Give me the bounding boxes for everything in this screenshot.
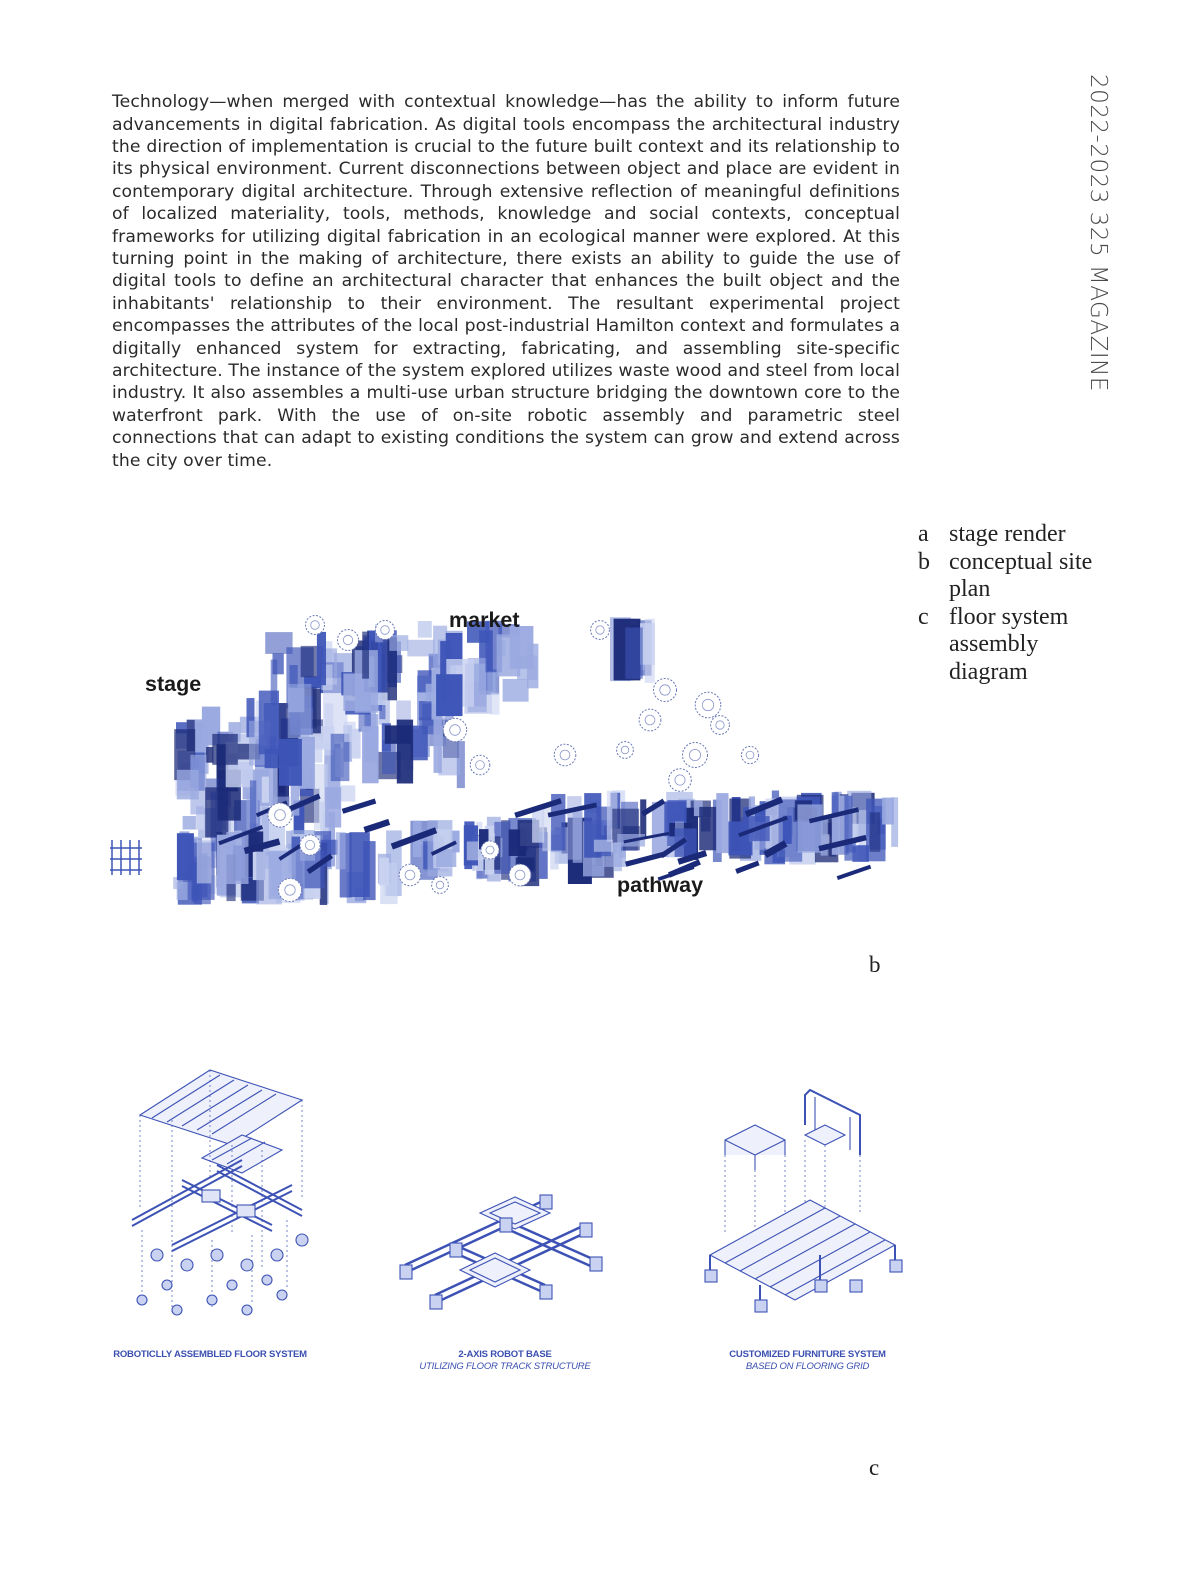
- conceptual-site-plan-image: [110, 590, 905, 950]
- diagram-title: ROBOTICLLY ASSEMBLED FLOOR SYSTEM: [113, 1349, 307, 1360]
- plan-graphic: [177, 770, 199, 800]
- diagram-caption-robot-base: [395, 1349, 615, 1373]
- plan-graphic: [741, 746, 758, 763]
- caption-c: [918, 604, 1118, 687]
- plan-graphic: [177, 833, 194, 880]
- plan-graphic: [573, 811, 583, 863]
- plan-graphic: [399, 864, 421, 886]
- plan-graphic: [317, 632, 326, 685]
- plan-graphic: [711, 716, 730, 735]
- plan-graphic: [669, 769, 692, 792]
- plan-graphic: [300, 835, 320, 855]
- plan-graphic: [206, 747, 214, 763]
- plan-graphic: [639, 709, 661, 731]
- plan-graphic: [379, 858, 389, 886]
- robot-base-diagram: [395, 1185, 605, 1325]
- plan-graphic: [503, 679, 529, 702]
- plan-graphic: [343, 801, 376, 811]
- plan-graphic: [491, 693, 500, 715]
- plan-graphic: [271, 660, 278, 706]
- figure-letter-b: b: [869, 952, 881, 977]
- plan-label-pathway: pathway: [617, 873, 704, 897]
- plan-label-market: market: [449, 608, 520, 632]
- plan-graphic: [407, 640, 434, 657]
- figure-letter-c: c: [869, 1455, 880, 1480]
- magazine-side-title: 2022-2023 325 MAGAZINE: [1085, 74, 1111, 392]
- caption-letter: b: [918, 548, 930, 575]
- plan-graphic: [654, 679, 677, 702]
- plan-graphic: [389, 635, 408, 651]
- plan-graphic: [837, 867, 870, 879]
- plan-graphic: [487, 671, 495, 694]
- plan-graphic: [683, 743, 708, 768]
- plan-graphic: [268, 803, 292, 827]
- caption-text: stage render: [949, 521, 1066, 547]
- plan-graphic: [594, 840, 613, 852]
- plan-graphic: [470, 755, 490, 775]
- plan-graphic: [336, 832, 346, 869]
- plan-graphic: [695, 692, 721, 718]
- plan-graphic: [212, 734, 238, 765]
- plan-graphic: [554, 744, 576, 766]
- plan-graphic: [432, 877, 449, 894]
- plan-graphic: [625, 628, 643, 679]
- furniture-system-diagram: [700, 1085, 910, 1325]
- article-body: Technology—when merged with contextual knowledge—has the ability to inform future advancements in digital fabrication. As digital tools encompass the architectural industry the direction of implementation is crucial to the future built context and its relationship to its physical environment. Current disconnections between object and place are evident in contemporary digital architecture. Through extensive reflection of meaningful definitions of localized materiality, tools, methods, knowledge and social contexts, conceptual frameworks for utilizing digital fabrication in an ecological manner were explored. At this turning point in the making of architecture, there exists an ability to guide the use of digital tools to define an architectural character that enhances the built object and the inhabitants' relationship to their environment. The resultant experimental project encompasses the attributes of the local post-industrial Hamilton context and formulates a digitally enhanced system for extracting, fabricating, and assembling site-specific architecture. The instance of the system explored utilizes waste wood and steel from local industry. It also assembles a multi-use urban structure bridging the downtown core to the waterfront park. With the use of on-site robotic assembly and parametric steel connections that can adapt to existing conditions the system can grow and extend across the city over time.: [112, 92, 900, 471]
- plan-graphic: [340, 785, 356, 801]
- plan-graphic: [205, 787, 228, 837]
- caption-a: [918, 521, 1118, 549]
- plan-graphic: [481, 841, 499, 859]
- diagram-subtitle: UTILIZING FLOOR TRACK STRUCTURE: [419, 1361, 591, 1372]
- plan-graphic: [699, 807, 716, 850]
- plan-graphic: [325, 787, 341, 827]
- diagram-title: 2-AXIS ROBOT BASE: [458, 1349, 552, 1360]
- plan-graphic: [716, 793, 728, 853]
- plan-graphic: [385, 725, 411, 743]
- diagram-caption-furniture: [700, 1349, 915, 1373]
- plan-graphic: [617, 742, 634, 759]
- plan-graphic: [265, 632, 292, 654]
- plan-graphic: [497, 634, 521, 676]
- plan-graphic: [279, 739, 302, 786]
- plan-graphic: [870, 812, 881, 852]
- plan-graphic: [532, 807, 544, 843]
- plan-graphic: [362, 632, 369, 679]
- plan-graphic: [278, 878, 301, 901]
- plan-graphic: [640, 799, 646, 839]
- plan-graphic: [509, 864, 531, 886]
- caption-letter: a: [918, 521, 929, 547]
- figure-captions: [918, 521, 1118, 686]
- plan-graphic: [362, 726, 379, 783]
- plan-graphic: [591, 621, 610, 640]
- plan-graphic: [364, 822, 389, 830]
- plan-graphic: [376, 621, 395, 640]
- plan-graphic: [418, 621, 432, 638]
- plan-graphic: [344, 722, 356, 742]
- plan-graphic: [436, 674, 462, 716]
- plan-graphic: [434, 710, 442, 773]
- plan-graphic: [197, 839, 212, 883]
- plan-graphic: [250, 780, 256, 835]
- plan-graphic: [443, 718, 466, 741]
- plan-graphic: [187, 720, 195, 751]
- plan-graphic: [832, 792, 839, 815]
- plan-graphic: [183, 816, 196, 830]
- plan-graphic: [192, 886, 198, 902]
- diagram-title: CUSTOMIZED FURNITURE SYSTEM: [729, 1349, 886, 1360]
- diagram-caption-floor-system: [90, 1349, 330, 1361]
- diagram-subtitle: BASED ON FLOORING GRID: [745, 1361, 870, 1372]
- plan-graphic: [262, 777, 269, 803]
- caption-letter: c: [918, 603, 929, 630]
- plan-label-stage: stage: [145, 672, 202, 696]
- caption-b: [918, 549, 1118, 604]
- plan-graphic: [736, 863, 759, 872]
- plan-graphic: [288, 684, 312, 738]
- plan-graphic: [306, 616, 325, 635]
- plan-graphic: [882, 798, 894, 825]
- caption-text: conceptual site plan: [949, 548, 1093, 602]
- plan-graphic: [363, 841, 375, 900]
- floor-system-diagram: [112, 1060, 322, 1340]
- caption-text: floor system assembly diagram: [949, 603, 1069, 685]
- plan-graphic: [626, 854, 665, 864]
- plan-graphic: [797, 804, 822, 852]
- plan-graphic: [338, 630, 359, 651]
